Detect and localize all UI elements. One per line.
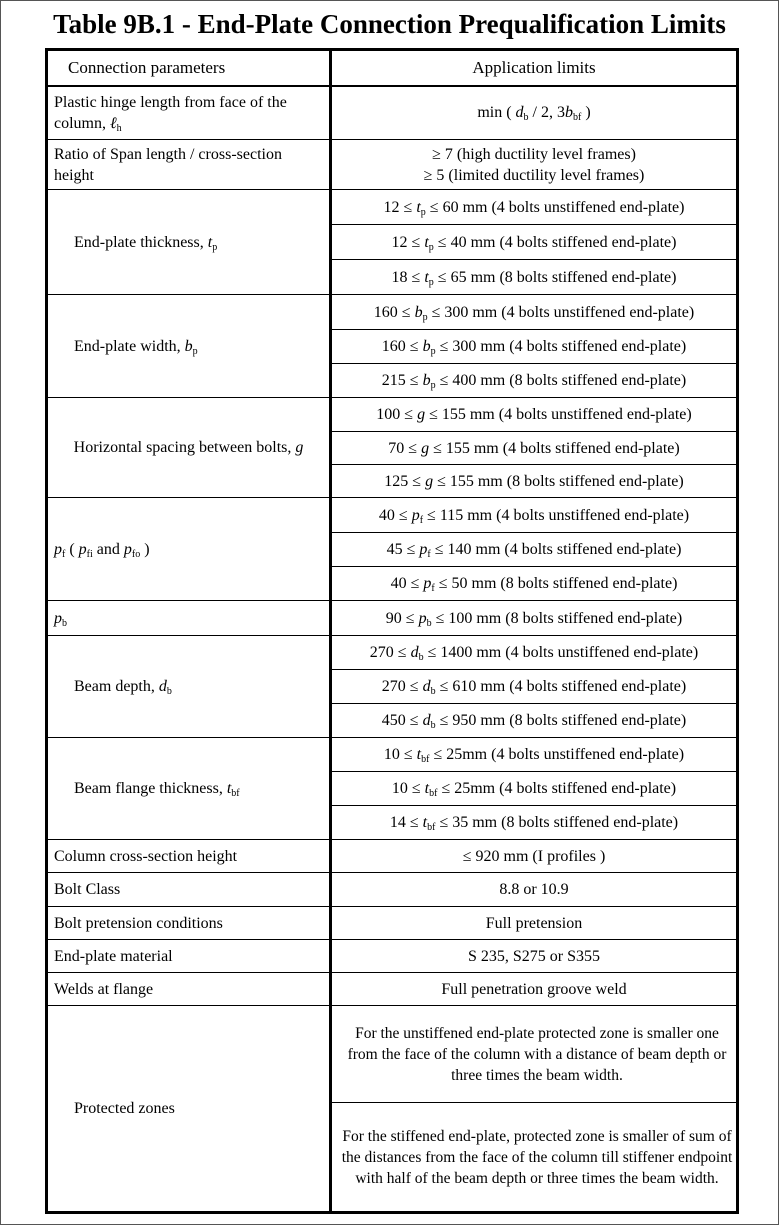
header-application-limits: Application limits (331, 50, 738, 86)
application-limit (331, 190, 738, 225)
text-segment: 270 ≤ (381, 678, 423, 695)
application-limit (331, 364, 738, 398)
text-segment: 40 ≤ (378, 506, 412, 524)
table-row (47, 940, 738, 973)
application-limit (331, 636, 738, 670)
math-subscript: p (212, 241, 218, 253)
math-subscript: b (430, 720, 436, 731)
table-row (47, 498, 738, 533)
connection-parameter (47, 840, 331, 873)
text-segment: 14 ≤ (389, 814, 423, 831)
text-segment: ≤ 35 mm (8 bolts stiffened end-plate) (435, 814, 679, 831)
text-segment: ≤ 65 mm (8 bolts stiffened end-plate) (433, 268, 677, 286)
math-variable: t (424, 233, 429, 251)
application-limit (331, 1006, 738, 1103)
math-variable: t (422, 814, 428, 831)
text-segment: Column cross-section height (54, 847, 238, 865)
connection-parameter (47, 601, 331, 636)
text-segment: 125 ≤ (384, 472, 426, 490)
text-segment: Welds at flange (54, 980, 154, 998)
application-limit (331, 940, 738, 973)
math-subscript: b (62, 617, 67, 629)
math-variable: ℓ (110, 114, 117, 132)
math-variable: d (422, 712, 431, 729)
text-segment: 450 ≤ (381, 712, 423, 729)
text-segment: 270 ≤ (369, 644, 411, 661)
prequalification-limits-table (45, 48, 739, 1214)
application-limit (331, 567, 738, 601)
table-row (47, 1006, 738, 1103)
connection-parameter (47, 295, 331, 398)
application-limit (331, 465, 738, 498)
connection-parameter (47, 636, 331, 738)
table-row (47, 738, 738, 772)
math-subscript: p (428, 241, 434, 253)
math-variable: g (417, 406, 426, 423)
text-segment: 160 ≤ (381, 338, 423, 355)
text-segment: Ratio of Span length / cross-section height (54, 145, 282, 184)
application-limit (331, 498, 738, 533)
text-segment: 100 ≤ (376, 406, 418, 423)
math-subscript: bf (421, 754, 430, 765)
math-variable: b (184, 337, 193, 355)
table-header-row (47, 50, 738, 86)
connection-parameter (47, 873, 331, 907)
text-segment: Bolt Class (54, 881, 121, 898)
connection-parameter (47, 190, 331, 295)
math-variable: t (207, 233, 213, 251)
text-segment: ≤ 25mm (4 bolts stiffened end-plate) (437, 780, 677, 797)
text-segment: ≤ 25mm (4 bolts unstiffened end-plate) (429, 746, 685, 763)
text-segment: 10 ≤ (391, 780, 425, 797)
application-limit (331, 806, 738, 840)
application-limit (331, 86, 738, 140)
text-segment: ≤ 610 mm (4 bolts stiffened end-plate) (435, 678, 687, 695)
application-limit (331, 772, 738, 806)
text-segment: ≤ 155 mm (8 bolts stiffened end-plate) (433, 472, 684, 490)
text-segment: ≤ 155 mm (4 bolts stiffened end-plate) (429, 439, 680, 457)
math-variable: d (158, 678, 167, 695)
text-segment: 40 ≤ (390, 575, 424, 592)
math-subscript: bf (429, 788, 438, 799)
text-segment: ≤ 1400 mm (4 bolts unstiffened end-plate) (423, 644, 699, 661)
math-subscript: p (428, 276, 434, 288)
application-limit (331, 432, 738, 465)
math-subscript: fo (131, 548, 141, 560)
application-limit (331, 601, 738, 636)
text-segment: 90 ≤ (385, 609, 419, 627)
application-limit (331, 873, 738, 907)
table-title: Table 9B.1 - End-Plate Connection Prequalification Limits (53, 9, 726, 39)
math-variable: b (565, 104, 573, 122)
table-row (47, 907, 738, 940)
text-segment: / 2, 3 (528, 104, 565, 122)
text-segment: ≤ 140 mm (4 bolts stiffened end-plate) (430, 541, 682, 558)
math-subscript: p (422, 311, 428, 323)
application-limit (331, 840, 738, 873)
math-subscript: fi (86, 548, 93, 560)
text-segment: ≤ 100 mm (8 bolts stiffened end-plate) (431, 609, 683, 627)
text-segment: ( (65, 540, 79, 558)
text-segment: 70 ≤ (388, 439, 422, 457)
math-variable: p (419, 541, 428, 558)
math-variable: p (54, 540, 62, 558)
math-variable: t (424, 268, 429, 286)
math-subscript: b (166, 686, 172, 697)
math-subscript: bf (573, 112, 582, 124)
connection-parameter (47, 398, 331, 498)
text-segment: Bolt pretension conditions (54, 914, 223, 932)
math-variable: d (422, 678, 431, 695)
table-row (47, 86, 738, 140)
math-variable: g (421, 439, 430, 457)
math-subscript: h (116, 122, 122, 134)
application-limit (331, 295, 738, 330)
text-segment: 18 ≤ (391, 268, 425, 286)
math-subscript: f (427, 549, 431, 560)
math-variable: t (226, 780, 232, 797)
text-segment: Beam flange thickness, (74, 780, 227, 797)
connection-parameter (47, 738, 331, 840)
table-row (47, 295, 738, 330)
math-subscript: f (431, 583, 435, 594)
text-segment: ≤ 920 mm (I profiles ) (462, 847, 606, 865)
text-segment: ≤ 40 mm (4 bolts stiffened end-plate) (433, 233, 677, 251)
math-subscript: p (420, 206, 426, 218)
math-subscript: f (419, 514, 424, 526)
table-row (47, 140, 738, 190)
text-segment: ≤ 300 mm (4 bolts stiffened end-plate) (435, 338, 687, 355)
application-limit (331, 140, 738, 190)
text-segment: 160 ≤ (373, 303, 415, 321)
text-segment: End-plate material (54, 947, 173, 965)
math-variable: b (422, 372, 431, 389)
text-segment: ≤ 300 mm (4 bolts unstiffened end-plate) (427, 303, 695, 321)
limit-line: ≥ 7 (high ductility level frames) (432, 145, 636, 163)
header-connection-parameters: Connection parameters (47, 50, 331, 86)
table-row (47, 873, 738, 907)
table-row (47, 601, 738, 636)
math-subscript: b (430, 686, 436, 697)
text-segment: ≤ 60 mm (4 bolts unstiffened end-plate) (425, 198, 685, 216)
math-variable: p (123, 540, 132, 558)
math-variable: t (416, 746, 422, 763)
table-row (47, 973, 738, 1006)
table-row (47, 398, 738, 432)
table-row (47, 840, 738, 873)
text-segment: Full pretension (485, 914, 583, 932)
math-variable: b (414, 303, 423, 321)
math-subscript: b (418, 652, 424, 663)
text-segment: ≤ 50 mm (8 bolts stiffened end-plate) (434, 575, 678, 592)
connection-parameter (47, 86, 331, 140)
text-segment: Full penetration groove weld (441, 980, 627, 998)
text-segment: 215 ≤ (381, 372, 423, 389)
math-subscript: f (62, 548, 66, 560)
text-segment: Plastic hinge length from face of the column, (54, 93, 287, 132)
math-variable: p (411, 506, 420, 524)
application-limit (331, 225, 738, 260)
text-segment: For the unstiffened end-plate protected zone is smaller one from the face of the column with a distance of beam depth or three times the beam width. (347, 1024, 727, 1084)
math-variable: p (78, 540, 87, 558)
application-limit (331, 1103, 738, 1213)
math-variable: t (424, 780, 430, 797)
text-segment: min ( (477, 104, 516, 122)
limit-line: ≥ 5 (limited ductility level frames) (423, 166, 645, 184)
text-segment: ≤ 155 mm (4 bolts unstiffened end-plate) (425, 406, 692, 423)
text-segment: ) (140, 540, 150, 558)
math-variable: p (423, 575, 432, 592)
text-segment: ≤ 115 mm (4 bolts unstiffened end-plate) (423, 506, 690, 524)
math-subscript: b (523, 112, 529, 124)
text-segment: 8.8 or 10.9 (499, 881, 569, 898)
text-segment: 12 ≤ (383, 198, 417, 216)
connection-parameter (47, 498, 331, 601)
application-limit (331, 973, 738, 1006)
text-segment: S 235, S275 or S355 (467, 947, 601, 965)
text-segment: Horizontal spacing between bolts, (73, 439, 296, 456)
text-segment: Protected zones (74, 1100, 175, 1117)
table-row (47, 190, 738, 225)
table-row (47, 636, 738, 670)
text-segment: End-plate width, (74, 337, 185, 355)
math-variable: g (425, 472, 434, 490)
text-segment: 45 ≤ (386, 541, 420, 558)
text-segment: End-plate thickness, (74, 233, 208, 251)
math-subscript: b (426, 617, 432, 629)
math-variable: t (416, 198, 421, 216)
application-limit (331, 398, 738, 432)
application-limit (331, 670, 738, 704)
application-limit (331, 907, 738, 940)
application-limit (331, 704, 738, 738)
text-segment: 12 ≤ (391, 233, 425, 251)
math-variable: g (295, 439, 304, 456)
connection-parameter (47, 973, 331, 1006)
text-segment: ≤ 400 mm (8 bolts stiffened end-plate) (435, 372, 687, 389)
connection-parameter (47, 940, 331, 973)
text-segment: 10 ≤ (383, 746, 417, 763)
text-segment: ) (581, 104, 591, 122)
math-variable: b (422, 338, 431, 355)
text-segment: and (92, 540, 124, 558)
math-variable: p (54, 609, 62, 627)
application-limit (331, 330, 738, 364)
math-variable: d (410, 644, 419, 661)
connection-parameter (47, 907, 331, 940)
application-limit (331, 533, 738, 567)
application-limit (331, 738, 738, 772)
math-subscript: p (430, 346, 436, 357)
text-segment: ≤ 950 mm (8 bolts stiffened end-plate) (435, 712, 687, 729)
math-subscript: bf (231, 788, 240, 799)
text-segment: Beam depth, (74, 678, 159, 695)
math-subscript: p (192, 345, 198, 357)
math-subscript: p (430, 380, 436, 391)
math-variable: d (515, 104, 524, 122)
connection-parameter (47, 1006, 331, 1213)
math-subscript: bf (427, 822, 436, 833)
application-limit (331, 260, 738, 295)
text-segment: For the stiffened end-plate, protected zone is smaller of sum of the distances from the face of the column till stiffener endpoint with half of the beam depth or three times the beam width. (341, 1127, 733, 1187)
connection-parameter (47, 140, 331, 190)
math-variable: p (418, 609, 427, 627)
